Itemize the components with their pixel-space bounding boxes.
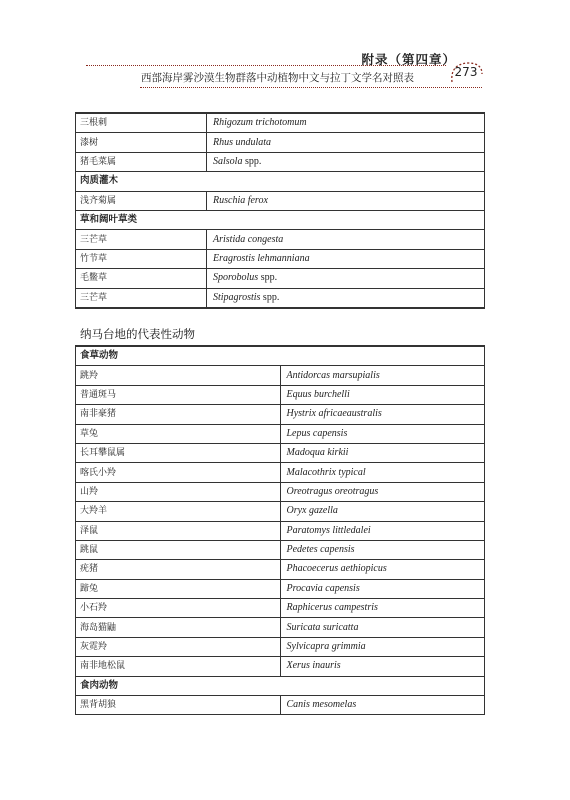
latin-name: Pedetes capensis [286,544,355,556]
latin-name-cell [207,230,485,249]
table-row [76,482,485,501]
latin-name-cell [280,405,485,424]
header-dotted-rule-bottom [140,87,482,88]
chinese-name-cell: 跳羚 [76,366,281,385]
table-row [76,366,485,385]
chinese-name-cell: 普通斑马 [76,385,281,404]
chinese-name-cell: 竹节草 [76,249,207,268]
latin-name: Raphicerus campestris [286,602,378,614]
table-row [76,249,485,268]
latin-name-cell [280,637,485,656]
table-row [76,424,485,443]
section-title: 纳马台地的代表性动物 [80,327,195,341]
chinese-name-cell: 山羚 [76,482,281,501]
latin-name: Lepus capensis [286,427,348,439]
chinese-name-cell: 南非豪猪 [76,405,281,424]
latin-name-cell [280,463,485,482]
latin-name: Salsola [213,155,243,167]
chinese-name-cell: 小石羚 [76,599,281,618]
page-number-badge [448,60,484,86]
chinese-name-cell: 草兔 [76,424,281,443]
latin-name: Procavia capensis [286,582,360,594]
table-row [76,637,485,656]
table-row [76,696,485,715]
latin-name: Sylvicapra grimmia [286,641,366,653]
latin-name: Phacoecerus aethiopicus [286,563,387,575]
latin-name: Sporobolus [213,272,259,284]
table-row [76,385,485,404]
chinese-name-cell: 黑背胡狼 [76,696,281,715]
latin-name-cell [280,657,485,676]
latin-name: Oryx gazella [286,505,338,517]
chinese-name-cell: 毛鳖草 [76,269,207,288]
table-row [76,540,485,559]
chinese-name-cell: 疣猪 [76,560,281,579]
chinese-name-cell: 三根刺 [76,113,207,133]
chinese-name-cell: 灰霓羚 [76,637,281,656]
latin-name-cell [207,113,485,133]
latin-name: Paratomys littledalei [286,524,371,536]
latin-name-cell [207,152,485,171]
species-abbreviation: spp. [260,272,278,284]
latin-name: Stipagrostis [213,291,261,303]
latin-name: Xerus inauris [286,660,341,672]
table-row [76,579,485,598]
species-abbreviation: spp. [244,155,262,167]
latin-name-cell [280,366,485,385]
chinese-name-cell: 浅齐菊属 [76,191,207,210]
plant-names-table [75,112,485,309]
table-row [76,443,485,462]
table-row [76,599,485,618]
chinese-name-cell: 长耳攀鼠属 [76,443,281,462]
category-heading: 草和阔叶草类 [76,210,485,229]
table-row [76,288,485,308]
chinese-name-cell: 泽鼠 [76,521,281,540]
header-dotted-rule-top [86,65,446,66]
latin-name-cell [207,249,485,268]
latin-name-cell [280,521,485,540]
table-row [76,521,485,540]
latin-name-cell [280,385,485,404]
latin-name-cell [207,269,485,288]
latin-name-cell [280,540,485,559]
chinese-name-cell: 猪毛菜属 [76,152,207,171]
table-row [76,676,485,695]
latin-name-cell [280,696,485,715]
table-row [76,113,485,133]
table-row [76,210,485,229]
latin-name: Canis mesomelas [286,699,357,711]
latin-name: Rhus undulata [213,136,272,148]
latin-name-cell [280,482,485,501]
latin-name-cell [280,424,485,443]
latin-name-cell [280,599,485,618]
latin-name: Rhigozum trichotomum [213,117,307,129]
table-row [76,230,485,249]
category-heading: 肉质灌木 [76,172,485,191]
category-heading: 食草动物 [76,346,485,366]
latin-name: Hystrix africaeaustralis [286,408,382,420]
running-subtitle: 西部海岸雾沙漠生物群落中动植物中文与拉丁文学名对照表 [141,72,414,84]
page-header [0,0,570,100]
chinese-name-cell: 蹄兔 [76,579,281,598]
table-row [76,346,485,366]
animal-names-table [75,345,485,715]
latin-name: Suricata suricatta [286,621,359,633]
latin-name-cell [280,560,485,579]
latin-name: Antidorcas marsupialis [286,369,380,381]
table-row [76,172,485,191]
table-row [76,405,485,424]
table-row [76,269,485,288]
chinese-name-cell: 南非地松鼠 [76,657,281,676]
latin-name-cell [207,288,485,308]
latin-name-cell [280,502,485,521]
chapter-title: 附录（第四章） [361,52,456,67]
table-row [76,463,485,482]
latin-name-cell [280,579,485,598]
page-number: 273 [454,65,478,79]
latin-name: Eragrostis lehmanniana [213,252,310,264]
chinese-name-cell: 大羚羊 [76,502,281,521]
latin-name: Madoqua kirkii [286,447,349,459]
latin-name: Equus burchelli [286,388,350,400]
table-row [76,657,485,676]
chinese-name-cell: 三芒草 [76,288,207,308]
latin-name: Aristida congesta [213,233,284,245]
latin-name-cell [280,618,485,637]
latin-name-cell [280,443,485,462]
chinese-name-cell: 跳鼠 [76,540,281,559]
latin-name-cell [207,191,485,210]
table-row [76,152,485,171]
table-row [76,560,485,579]
table-row [76,191,485,210]
chinese-name-cell: 三芒草 [76,230,207,249]
chinese-name-cell: 漆树 [76,133,207,152]
chinese-name-cell: 海岛猫鼬 [76,618,281,637]
category-heading: 食肉动物 [76,676,485,695]
latin-name-cell [207,133,485,152]
latin-name: Oreotragus oreotragus [286,485,379,497]
chinese-name-cell: 喀氏小羚 [76,463,281,482]
latin-name: Ruschia ferox [213,194,268,206]
latin-name: Malacothrix typical [286,466,366,478]
table-row [76,618,485,637]
table-row [76,133,485,152]
species-abbreviation: spp. [262,291,280,303]
table-row [76,502,485,521]
